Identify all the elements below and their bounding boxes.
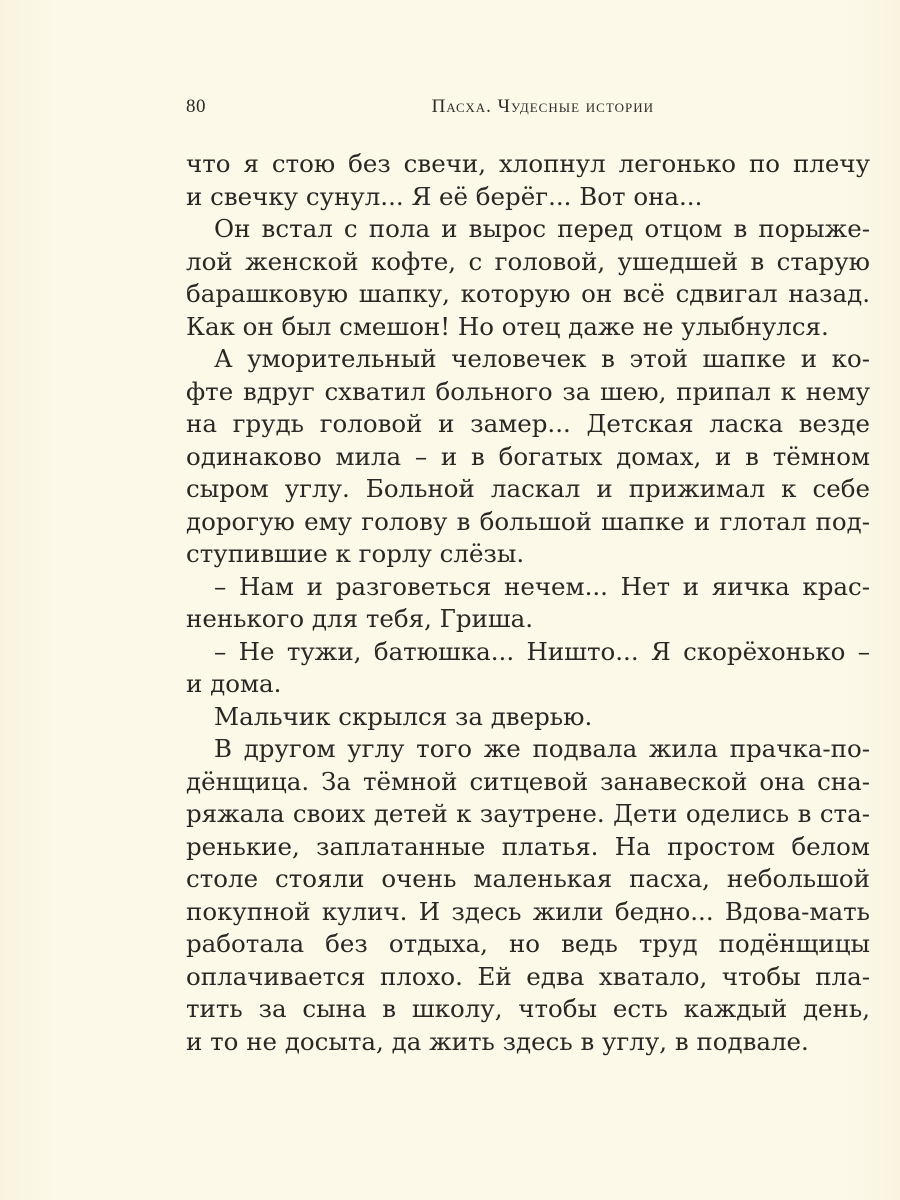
text-line: В другом углу того же подвала жила прачка-по- [214, 734, 870, 763]
text-line: и то не досыта, да жить здесь в углу, в подвале. [186, 1026, 809, 1056]
text-line: лой женской кофте, с головой, ушедшей в старую [186, 246, 870, 276]
body-text [186, 148, 870, 1058]
text-line: Мальчик скрылся за дверью. [214, 701, 593, 731]
text-line: – Не тужи, батюшка... Ништо... Я скорёхонько – [214, 636, 870, 666]
text-line: – Нам и разговеться нечем... Нет и яичка крас- [214, 571, 870, 601]
text-line: ненького для тебя, Гриша. [186, 604, 534, 633]
text-line: Он встал с пола и вырос перед отцом в порыже- [214, 214, 870, 243]
text-line: ряжала своих детей к заутрене. Дети оделись в ста- [186, 799, 870, 828]
running-title: Пасха. Чудесные истории [431, 96, 654, 117]
text-line: фте вдруг схватил больного за шею, припал к нему [186, 376, 870, 406]
text-line: на грудь головой и замер... Детская ласка везде [186, 409, 870, 438]
text-line: дорогую ему голову в большой шапке и глотал под- [186, 506, 870, 536]
page-number: 80 [186, 96, 206, 117]
text-line: и свечку сунул... Я её берёг... Вот она... [186, 181, 703, 211]
text-line: дёнщица. За тёмной ситцевой занавеской она сна- [186, 766, 870, 796]
text-line: что я стою без свечи, хлопнул легонько по плечу [186, 149, 870, 178]
text-line: барашковую шапку, которую он всё сдвигал назад. [186, 279, 870, 308]
text-line: ренькие, заплатанные платья. На простом белом [186, 831, 870, 861]
text-line: покупной кулич. И здесь жили бедно... Вдова-мать [186, 896, 870, 926]
text-line: А уморительный человечек в этой шапке и ко- [214, 344, 870, 373]
text-line: столе стояли очень маленькая пасха, небольшой [186, 864, 870, 893]
text-line: работала без отдыха, но ведь труд подёнщицы [186, 929, 870, 958]
text-line: сыром углу. Больной ласкал и прижимал к себе [186, 474, 870, 503]
text-line: Как он был смешон! Но отец даже не улыбнулся. [186, 311, 829, 341]
running-header [186, 96, 654, 126]
text-line: тить за сына в школу, чтобы есть каждый день, [186, 994, 870, 1023]
text-line: одинаково мила – и в богатых домах, и в тёмном [186, 441, 870, 471]
text-line: ступившие к горлу слёзы. [186, 539, 525, 568]
text-line: и дома. [186, 669, 282, 698]
text-line: оплачивается плохо. Ей едва хватало, чтобы пла- [186, 961, 870, 991]
